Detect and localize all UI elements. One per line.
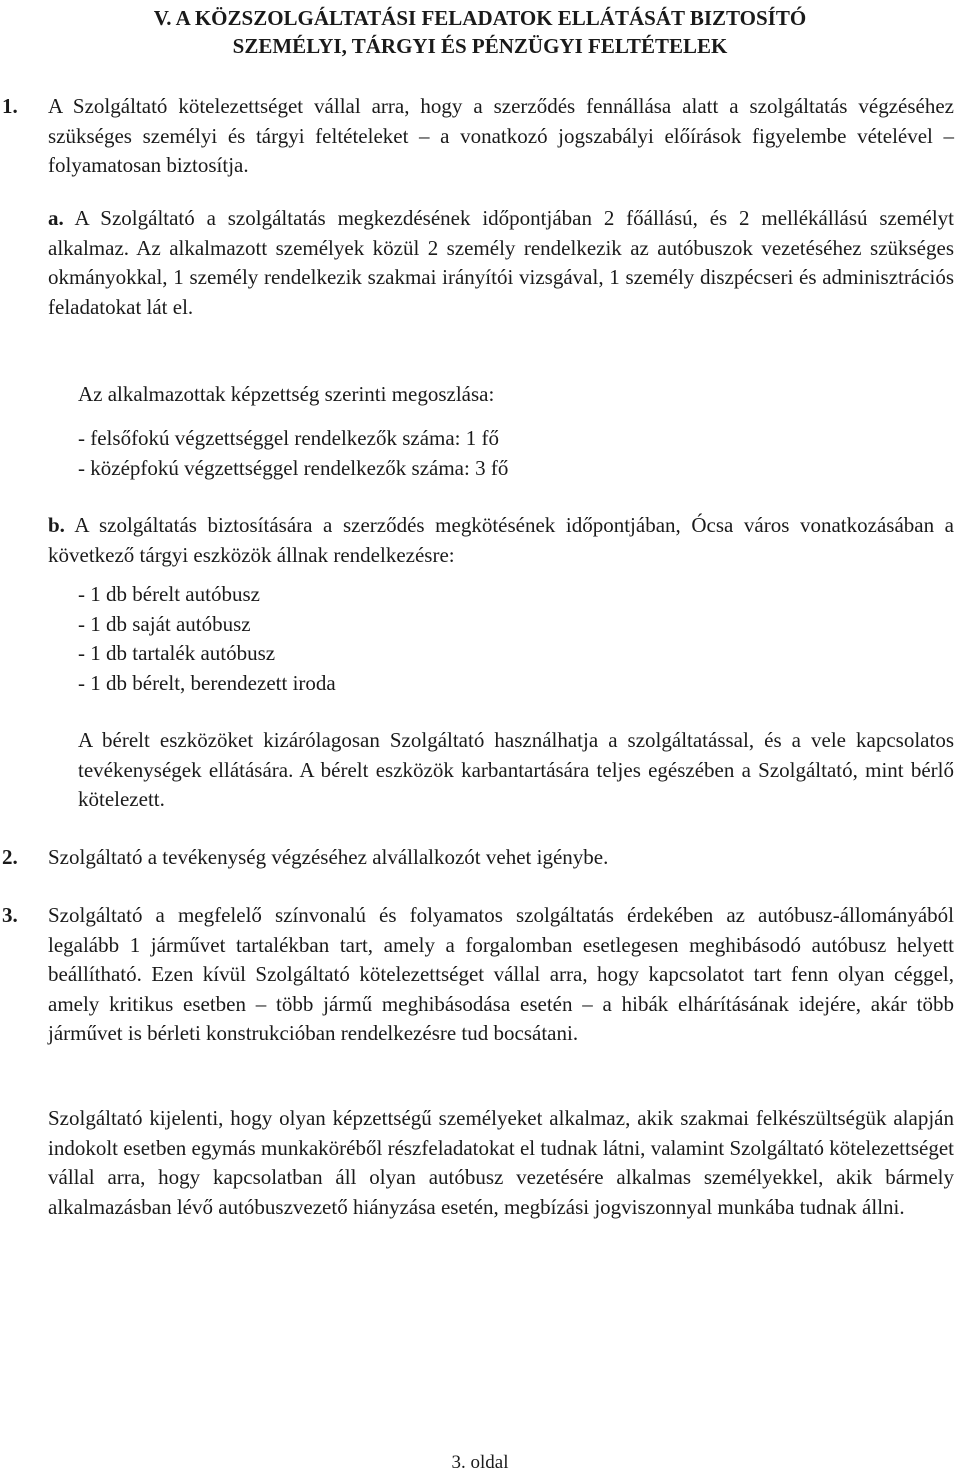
staff-distribution-list [78, 424, 954, 483]
item-1a-label: a. [48, 206, 64, 230]
page-number: 3. oldal [451, 1452, 509, 1473]
assets-list-item: - 1 db bérelt, berendezett iroda [78, 670, 336, 695]
item-1a-paragraph [48, 204, 954, 322]
leased-assets-paragraph: A bérelt eszközöket kizárólagosan Szolgáltató használhatja a szolgáltatással, és a vele kapcsolatos tevékenységek ellátására. A bérelt eszközök karbantartására teljes egészében a Szolgáltató, mint bérlő kötelezett. [78, 728, 954, 811]
item-1-number: 1. [2, 94, 18, 118]
item-1b-paragraph [48, 511, 954, 570]
item-3-number: 3. [2, 903, 18, 927]
item-1b-label: b. [48, 513, 65, 537]
assets-list-item: - 1 db saját autóbusz [78, 611, 251, 636]
item-2-number: 2. [2, 845, 18, 869]
item-1b-text: A szolgáltatás biztosítására a szerződés megkötésének időpontjában, Ócsa város vonatkozásában a következő tárgyi eszközök állnak rendelkezésre: [48, 513, 955, 567]
staff-distribution-item: - középfokú végzettséggel rendelkezők száma: 3 fő [78, 455, 509, 480]
item-3-text: Szolgáltató a megfelelő színvonalú és folyamatos szolgáltatás érdekében az autóbusz-állományából legalább 1 járművet tartalékban tart, amely a forgalomban esetlegesen meghibásodó autóbusz helyett beállítható. Ezen kívül Szolgáltató kötelezettséget vállal arra, hogy kapcsolatot tart fenn olyan céggel, amely kritikus esetben – több jármű meghibásodása esetén – a hibák elhárításának idejére, akár több járművet is bérleti konstrukcióban rendelkezésre tud bocsátani. [48, 903, 954, 1045]
assets-list-item: - 1 db tartalék autóbusz [78, 641, 276, 665]
item-1-text: A Szolgáltató kötelezettséget vállal arra, hogy a szerződés fennállása alatt a szolgáltatás végzéséhez szükséges személyi és tárgyi feltételeket – a vonatkozó jogszabályi előírások figyelembe vételével – folyamatosan biztosítja. [48, 94, 954, 177]
item-1a-text: A Szolgáltató a szolgáltatás megkezdésének időpontjában 2 főállású, és 2 mellékállású személyt alkalmaz. Az alkalmazott személyek közül 2 személy rendelkezik az autóbuszok vezetéséhez szükséges okmányokkal, 1 személy rendelkezik szakmai irányítói vizsgával, 1 személy diszpécseri és adminisztrációs feladatokat lát el. [48, 206, 954, 319]
assets-list [78, 580, 954, 698]
item-3-paragraph-2: Szolgáltató kijelenti, hogy olyan képzettségű személyeket alkalmaz, akik szakmai felkészültségük alapján indokolt esetben egymás munkaköréből részfeladatokat el tudnak látni, valamint Szolgáltató kötelezettséget vállal arra, hogy kapcsolatban áll olyan autóbusz vezetésére alkalmas személyekkel, akik bármely alkalmazásban lévő autóbuszvezető hiányzása esetén, megbízási jogviszonnyal munkába tudnak állni. [48, 1106, 954, 1219]
section-title-line-1: V. A KÖZSZOLGÁLTATÁSI FELADATOK ELLÁTÁSÁT BIZTOSÍTÓ [153, 6, 807, 30]
item-2-text: Szolgáltató a tevékenység végzéséhez alvállalkozót vehet igénybe. [48, 845, 609, 869]
section-title-line-2: SZEMÉLYI, TÁRGYI ÉS PÉNZÜGYI FELTÉTELEK [232, 34, 728, 58]
section-title [40, 4, 920, 60]
staff-distribution-title: Az alkalmazottak képzettség szerinti megoszlása: [78, 382, 495, 406]
assets-list-item: - 1 db bérelt autóbusz [78, 582, 260, 606]
staff-distribution-item: - felsőfokú végzettséggel rendelkezők száma: 1 fő [78, 426, 499, 450]
